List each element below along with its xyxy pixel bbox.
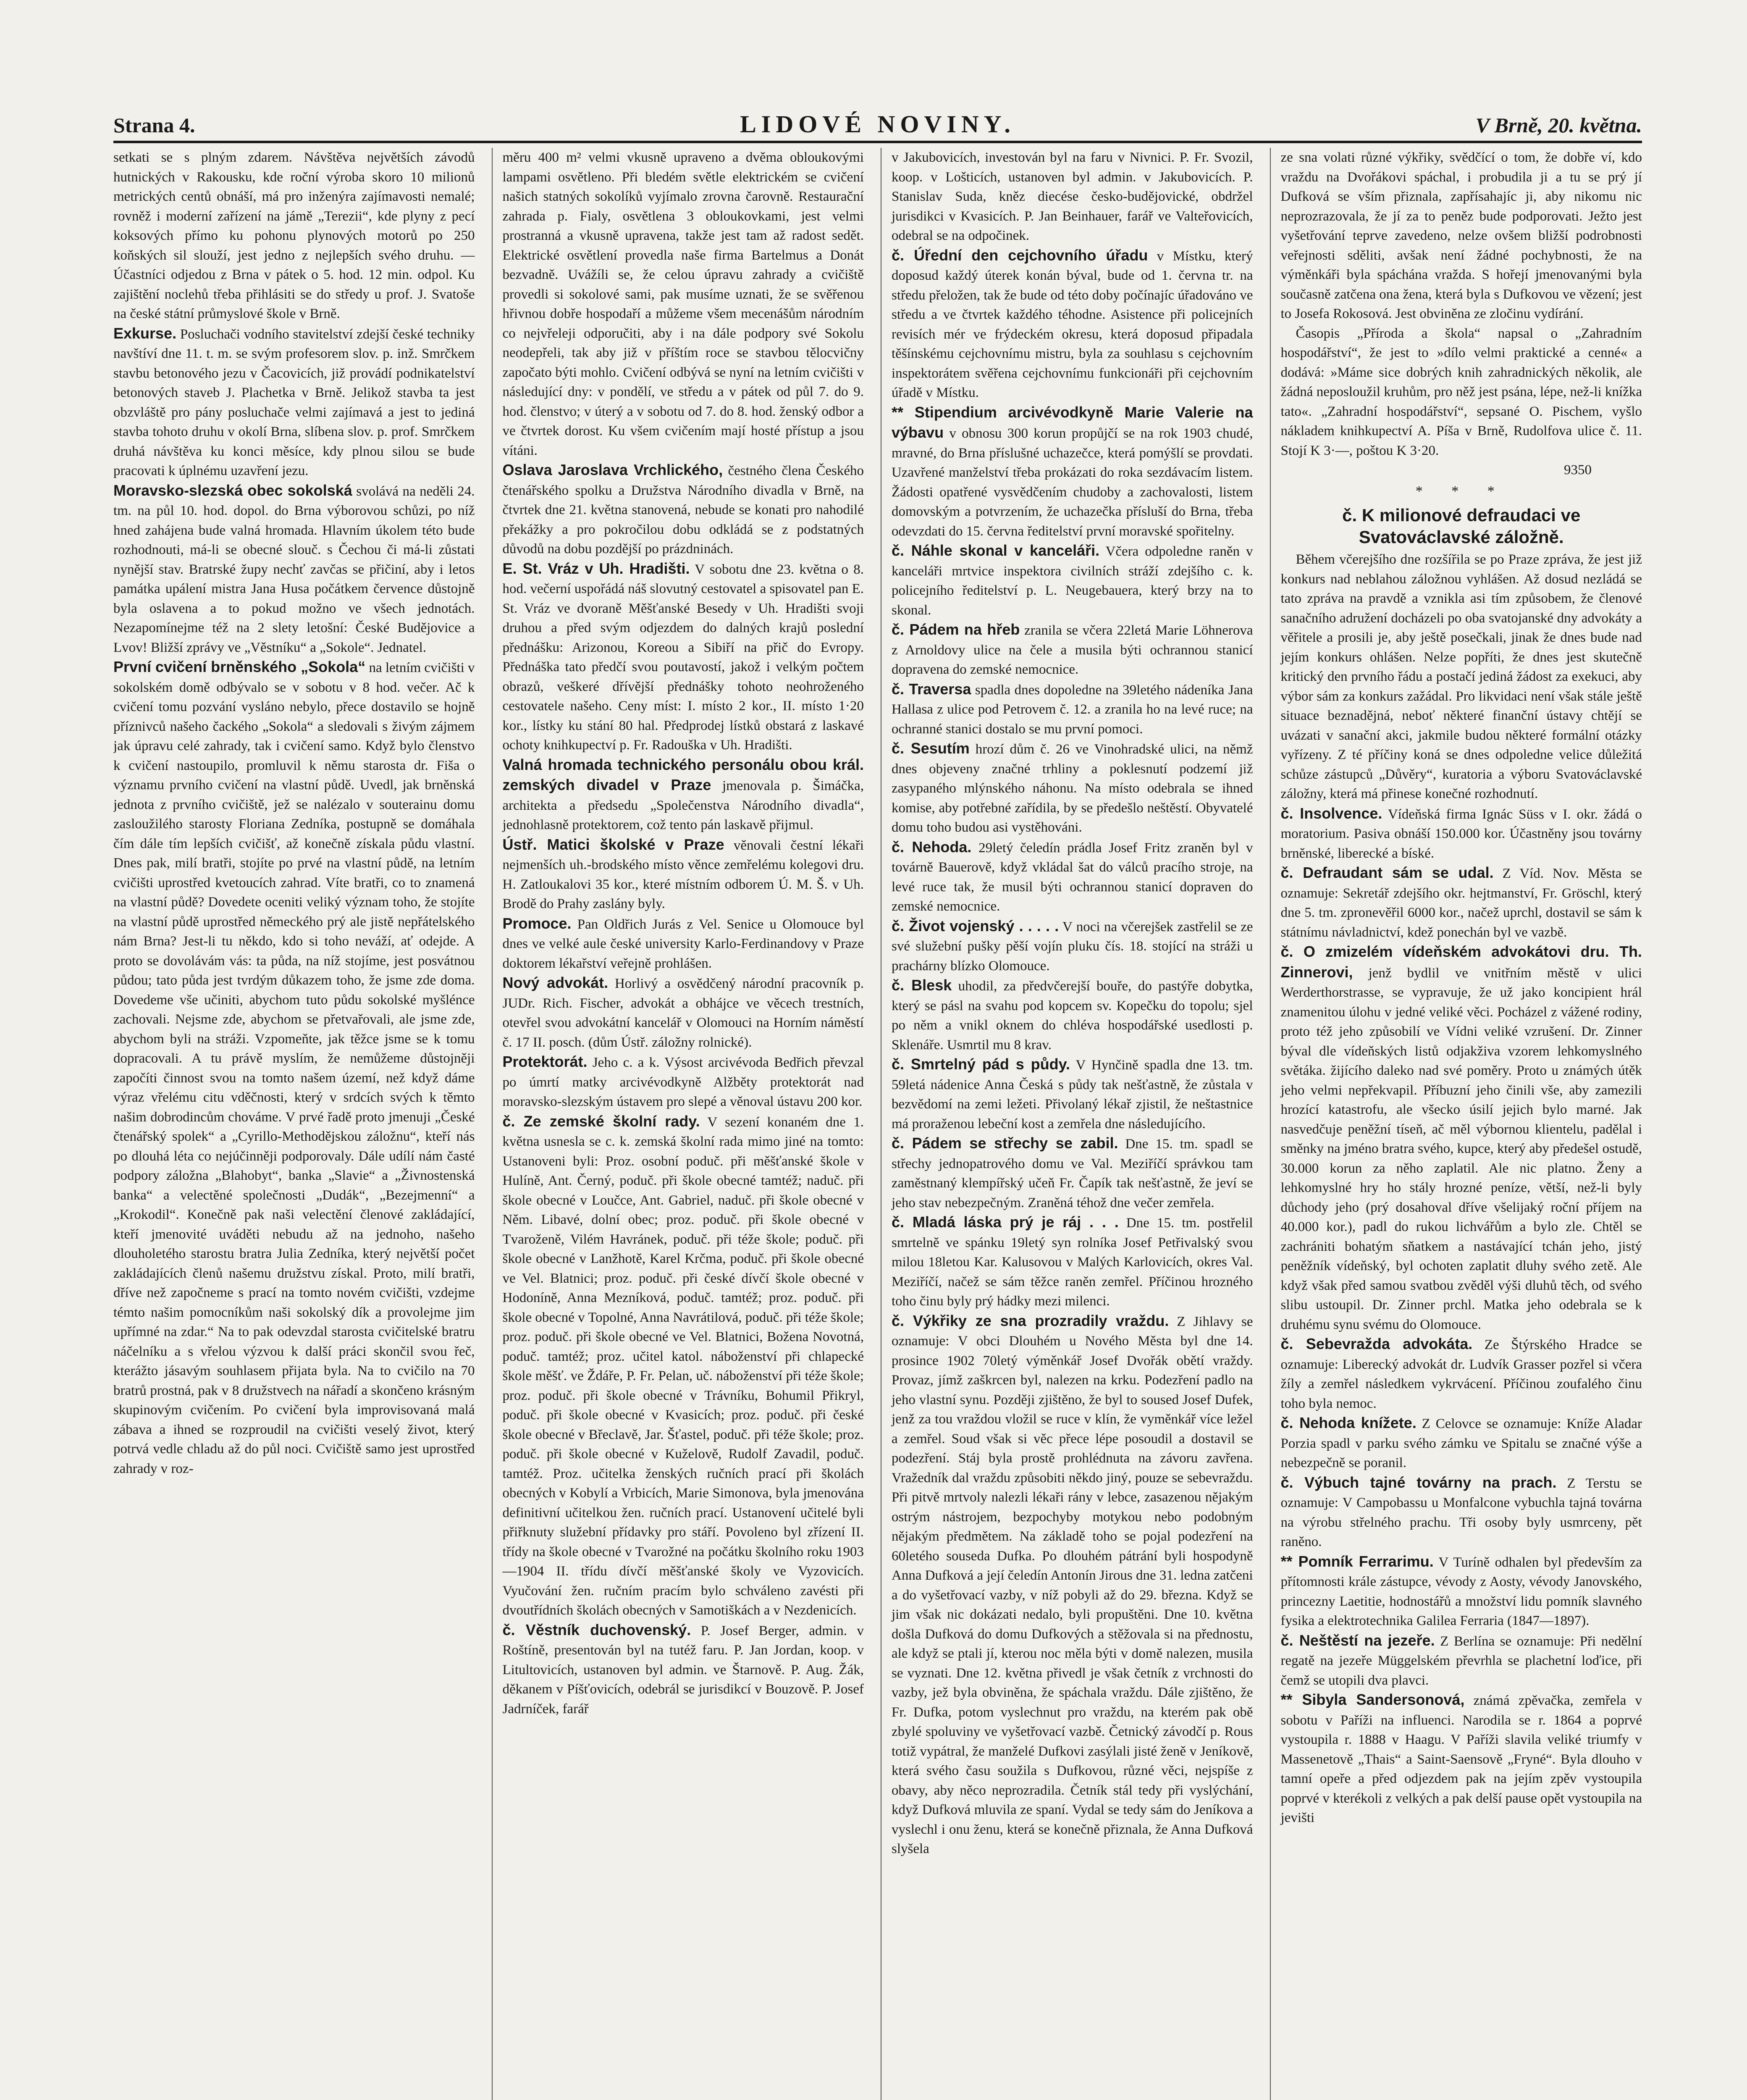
article-text: čestného člena Českého čtenářského spolku a Družstva Národního divadla v Brně, na čtvrtek dne 21. května stanovená, nebude se konati pro nahodilé překážky a pro pokročilou dobu odkládá se z podstatných důvodů na dobu pozdější po prázdninách. xyxy=(502,463,864,556)
column-3 xyxy=(881,148,1253,2100)
article-text: V Turíně odhalen byl především za přítomnosti krále zástupce, vévody z Aosty, vévody Janovského, princezny Laetitie, hodnostářů a množství lidu pomník slavného fysika a elektrotechnika Galilea Ferraria (1847—1897). xyxy=(1280,1554,1642,1628)
article-text: v Místku, který doposud každý úterek konán býval, bude od 1. června tr. na středu přeložen, tak že bude od této doby počínajíc úřadováno ve středu a ve čtvrtek každého téhodne. Asistence při policejních revisích mér ve frýdeckém okresu, která doposud připadala těšínskému cejchovnímu mistru, byla za souhlasu s cejchovním inspektorátem svěřena cejchovnímu funkcionáři při cejchovním úřadě v Místku. xyxy=(892,248,1253,400)
article-text: V Hynčině spadla dne 13. tm. 59letá nádenice Anna Česká s půdy tak nešťastně, že zůstala v bezvědomí na zemi ležeti. Přivolaný lékař zjistil, že neštastnice má proraženou lebeční kost a zemřela dne následujícího. xyxy=(892,1058,1253,1131)
page-header xyxy=(113,107,1642,143)
article-heading: Moravsko-slezská obec sokolská xyxy=(113,481,352,499)
article-heading: Ústř. Matici školské v Praze xyxy=(502,835,724,853)
article-heading: č. Mladá láska prý je ráj . . . xyxy=(892,1213,1119,1231)
article-text: Vídeňská firma Ignác Süss v I. okr. žádá o moratorium. Pasiva obnáší 150.000 kor. Účastněny jsou továrny brněnské, liberecké a bíské. xyxy=(1280,806,1642,861)
article-heading: č. Věstník duchovenský. xyxy=(502,1621,691,1638)
advertisement-zahradni-hospodarstvi: Časopis „Příroda a škola“ napsal o „Zahradním hospodářství“, že jest to »dílo velmi praktické a cenné« a dodává: »Máme sice dobrých knih zahradnických několik, ale žádná neposloužil kruhům, pro něž jest psána, lépe, než-li knížka tato«. „Zahradní hospodářství“, sepsané O. Pischem, vyšlo nákladem knihkupectví A. Píša v Brně, Rudolfova ulice č. 11. Stojí K 3·—, poštou K 3·20. xyxy=(1280,326,1642,458)
article-heading: Oslava Jaroslava Vrchlického, xyxy=(502,461,723,478)
article-heading: č. Ze zemské školní rady. xyxy=(502,1112,700,1130)
article-heading: č. Pádem na hřeb xyxy=(892,621,1020,638)
article-heading: ** Pomník Ferrarimu. xyxy=(1280,1552,1434,1570)
article-heading: č. O zmizelém vídeňském advokátovi dru. Th. Zinnerovi, xyxy=(1280,943,1642,981)
article-text: V sezení konaném dne 1. května usnesla se c. k. zemská školní rada mimo jiné na tomto: Ustanoveni byli: Proz. osobní poduč. při měšťanské škole v Hulíně, Ant. Černý, poduč. při škole obecné tamtéž; naduč. při škole obecné v Loučce, Ant. Gabriel, naduč. při škole obecné v Něm. Libavé, dolní obec; proz. poduč. při škole obecné v Tvaroženě, Vilém Havránek, poduč. při téže škole; poduč. při škole obecné v Lanžhotě, Karel Krčma, poduč. při škole obecné ve Vel. Blatnici; proz. poduč. při české dívčí škole obecné v Hodoníně, Anna Mezníková, poduč. tamtéž; proz. poduč. při škole obecné v Topolné, Anna Navrátilová, poduč. při téže škole; proz. poduč. při škole obecné ve Vel. Blatnici, Božena Novotná, poduč. tamtéž; proz. učitel katol. náboženství při chlapecké škole měšť. ve Ždáře, P. Fr. Pelan, uč. náboženství při téže škole; proz. poduč. při škole obecné v Trávníku, Bohumil Přikryl, poduč. při škole obecné v Kvasicích; proz. poduč. při české škole obecné v Břeclavě, Jar. Šťastel, poduč. při téže škole; proz. poduč. při škole obecné v Kuželově, Rudolf Zavadil, poduč. tamtéž. Proz. učitelka ženských ručních prací při školách obecných v Kobylí a Vrbicích, Marie Simonova, byla jmenována definitivní učitelkou žen. ručních prací. Ustanovení učitelé byli přiřknuty služební přídavky pro stáří. Povoleno byl zřízení II. třídy na škole obecné v Tvarožné na počátku školního roku 1903—1904 II. třídu dívčí měšťanské školy ve Vyzovicích. Vyučování žen. ručním pracím bylo schváleno zavésti při dvoutřídních školách obecných v Samotiškách a v Nezdenicích. xyxy=(502,1114,864,1618)
article-text: Horlivý a osvědčený národní pracovník p. JUDr. Rich. Fischer, advokát a obhájce ve věcech trestních, otevřel svou advokátní kancelář v Olomouci na Horním náměstí č. 17 II. posch. (dům Ústř. záložny rolnické). xyxy=(502,976,864,1050)
article-heading: č. Život vojenský . . . . . xyxy=(892,917,1059,934)
article-heading: č. Sebevražda advokáta. xyxy=(1280,1335,1473,1352)
article-text: věnovali čestní lékaři nejmenších uh.-brodského místo věnce zemřelému kolegovi dru. H. Zatloukalovi 35 kor., které místním odborem Ú. M. Š. v Uh. Brodě do Prahy zaslány byly. xyxy=(502,837,864,911)
article-continuation: setkati se s plným zdarem. Návštěva největších závodů hutnických v Rakousku, kde roční výroba skoro 10 milionů metrických centů obnáší, má pro inženýra zajímavosti nemalé; rovněž i moderní zařízení na jámě „Terezii“, kde plyny z pecí koksových přímo ku pohonu plynových motorů po 250 koňských sil slouží, jest jedno z nejlepších svého druhu. — Účastníci odjedou z Brna v pátek o 5. hod. 12 min. odpol. Ku zajištění noclehů třeba přihlásiti se do středy u prof. J. Svatoše na české státní průmyslové škole v Brně. xyxy=(113,150,475,321)
article-text: zranila se včera 22letá Marie Löhnerova z Arnoldovy ulice na čele a musila býti ochrannou stanicí dopravena do zemské nemocnice. xyxy=(892,623,1253,677)
article-text: známá zpěvačka, zemřela v sobotu v Paříži na influenci. Narodila se r. 1864 a poprvé vystoupila r. 1888 v Haagu. V Paříži slavila veliké triumfy v Massenetově „Thais“ a Saint-Saensově „Fryné“. Byla dlouho v tamní opeře a před odjezdem pak na jejím zpěv vystoupila poprvé v kterékoli z velkých a pak delší pause opět vystoupila na jevišti xyxy=(1280,1693,1642,1825)
issue-date: V Brně, 20. května. xyxy=(1475,113,1642,137)
article-text: V noci na včerejšek zastřelil se ze své služební pušky pěší vojín pluku čís. 18. stojící na stráži u prachárny blízko Olomouce. xyxy=(892,919,1253,974)
article-text: jmenovala p. Šimáčka, architekta a předsedu „Společenstva Národního divadla“, jednohlasně protektorem, což tento pán laskavě přijmul. xyxy=(502,778,864,832)
article-heading: Exkurse. xyxy=(113,324,177,342)
advertisement-number: 9350 xyxy=(1564,462,1592,478)
article-text: uhodil, za předvčerejší bouře, do pastýře dobytka, který se pásl na svahu pod kopcem sv. Kopečku do topolu; sjel po něm a vnikl oknem do chléva hospodářské usedlosti p. Sklenáře. Usmrtil mu 8 krav. xyxy=(892,979,1253,1053)
article-heading: č. Nehoda. xyxy=(892,838,972,856)
article-text: Z Terstu se oznamuje: V Campobassu u Monfalcone vybuchla tajná továrna na výrobu střelného prachu. Tři osoby byly usmrceny, pět raněno. xyxy=(1280,1475,1642,1549)
article-text: Dne 15. tm. postřelil smrtelně ve spánku 19letý syn rolníka Josef Petřivalský svou milou 18letou Kar. Kalusovou v Malých Karlovicích, okres Val. Meziříčí, načež se sám těžce raněn zemřel. Příčinou hrozného toho činu byly prý hádky mezi milenci. xyxy=(892,1215,1253,1309)
article-heading: č. Nehoda knížete. xyxy=(1280,1414,1416,1431)
article-text: Dne 15. tm. spadl se střechy jednopatrového domu ve Val. Meziříčí správkou tam zaměstnaný klempířský učeň Fr. Čapík tak nešťastně, že jeví se jeho stav nebezpečným. Zraněná téhož dne večer zemřela. xyxy=(892,1137,1253,1210)
article-heading: č. Neštěstí na jezeře. xyxy=(1280,1631,1435,1649)
article-heading: ** Stipendium arcivévodkyně Marie Valerie na výbavu xyxy=(892,403,1253,441)
column-4 xyxy=(1270,148,1642,2100)
article-text: Z Jihlavy se oznamuje: V obci Dlouhém u Nového Města byl dne 14. prosince 1902 70letý výměnkář Josef Dvořák obětí vraždy. Provaz, jímž zaškrcen byl, nalezen na krku. Podezření padlo na jeho vlastní synu. Později zjištěno, že byl to soused Josef Dufek, jenž za tou vraždou vložil se ruce v klín, že vyměnkář více ležel a zemřel. Soud však si věc přece lépe posoudil a dostavil se podezření. Stáj byla prostě prohlédnuta na závoru zavřena. Vražedník dal vraždu způsobiti někdo jiný, pouze se sebevraždu. Při pitvě mrtvoly nalezli lékaři rány v lebce, zasazenou nějakým ostrým nástrojem, bezpochyby motykou nebo podobným nějakým předmětem. Na základě toho se pojal podezření na 60letého souseda Dufka. Po dlouhém pátrání byli hospodyně Anna Dufková a její čeledín Antonín Jirous dne 31. ledna zatčeni a do vyšetřovací vazby, v níž pobyli až do 29. března. Když se jim však nic dokázati nedalo, byli propuštěni. Dne 10. května došla Dufková do domu Dufkových a stěžovala si na přednostu, ale když se ptali jí, kterou noc měla býti v domě nalezen, musila se vyznati. Dne 12. května přivedl je však četník z vrchnosti do vazby, jež byla obviněna, že spáchala vraždu. Dále zjištěno, že Fr. Dufka, potom vyslechnut pro vraždu, na kterém pak obě zbylé spoluviny ve vyšetřovací vazbě. Četnický závodčí p. Rous totiž vypátral, že manželé Dufkovi zasýlali jisté ženě v Jeníkově, která svého času soužila s Dufkovou, různé věci, nejspíše z obavy, aby něco neprozradila. Četník stál tedy při vyslýchání, když Dufková mluvila ze spaní. Vydal se tedy sám do Jeníkova a vyslechl i onu ženu, která se konečně přiznala, že Anna Dufková slyšela xyxy=(892,1314,1253,1856)
page-number: Strana 4. xyxy=(113,113,195,137)
article-text: jenž bydlil ve vnitřním městě v ulici Werderthorstrasse, se vypravuje, že už jako koncipient hrál znamenitou úlohu v jedné veliké věci. Pocházel z vážené rodiny, proto též jeho způsobilí ve Vídni veliké vzrušení. Dr. Zinner býval dle vídeňských listů odjakživa vzorem lehkomyslného světáka. žijícího daleko nad své poměry. Proto u známých útěk jeho velmi nepřekvapil. Příbuzní jeho činili vše, aby zamezili hrozící katastrofu, ale všecko úsilí jejich bylo marné. Jak nasvedčuje peněžní tíseň, ač měl výbornou klientelu, padělal i směnky na jméno bratra svého, kupce, který aby předešel ostudě, 30.000 korun za něho zaplatil. Ale nic platno. Ženy a lehkomyslné hry ho stály hrozné peníze, větší, než-li byly důchody jeho (prý dosahoval dříve všelijaký roční příjem na 40.000 kor.), padl do rukou lichvářům a bylo zle. Chtěl se zachrániti bohatým sňatkem a nastávající tchán jeho, jistý peněžník vídeňský, byl ochoten zaplatit dluhy svého zetě. Ale když však před samou svatbou zvěděl výši dluhů těch, od svého slibu ustoupil. Dr. Zinner prchl. Matka jeho odebrala se k druhému synu svému do Olomouce. xyxy=(1280,965,1642,1332)
article-continuation: v Jakubovicích, investován byl na faru v Nivnici. P. Fr. Svozil, koop. v Lošticích, ustanoven byl admin. v Jakubovicích. P. Stanislav Suda, kněz diecése česko-budějovické, obdržel jurisdikci v Kvasicích. P. Jan Beinhauer, farář ve Valteřovicích, odebral se na odpočinek. xyxy=(892,150,1253,243)
article-heading: č. Insolvence. xyxy=(1280,804,1382,822)
article-text: Pan Oldřich Jurás z Vel. Senice u Olomouce byl dnes ve velké aule české university Karlo-Ferdinandovy v Praze doktorem lékařství veřejně prohlášen. xyxy=(502,916,864,971)
article-text: Ze Štýrského Hradce se oznamuje: Liberecký advokát dr. Ludvík Grasser pozřel si včera žíly a zemřel následkem vykrvácení. Příčinou zoufalého činu toho byla nemoc. xyxy=(1280,1337,1642,1411)
article-heading: č. Traversa xyxy=(892,680,971,698)
article-text: Včera odpoledne raněn v kanceláři mrtvice inspektora civilních stráží zdejšího c. k. policejního ředitelství p. L. Neugebauera, který brzy na to skonal. xyxy=(892,544,1253,618)
article-text: Z Berlína se oznamuje: Při nedělní regatě na jezeře Müggelském převrhla se plachetní loďice, při čemž se utopili dva plavci. xyxy=(1280,1633,1642,1688)
article-heading: č. Úřední den cejchovního úřadu xyxy=(892,246,1148,264)
article-heading: Nový advokát. xyxy=(502,974,609,991)
article-text: v obnosu 300 korun propůjčí se na rok 1903 chudé, mravné, do Brna příslušné uchazečce, která pomýšlí se provdati. Uzavřené manželství třeba prokázati do roka sezdávacím listem. Žádosti opatřené vysvědčením chudoby a zachovalosti, listem domovským a potvrzením, že uchazečka přísluší do Brna, třeba odevzdati do 15. června ředitelství první moravské spořitelny. xyxy=(892,426,1253,539)
article-text: Posluchači vodního stavitelství zdejší české techniky navštíví dne 11. t. m. se svým profesorem slov. p. inž. Smrčkem stavbu betonového jezu v Čacovicích, již provádí podnikatelství betonových staveb J. Plachetka v Brně. Jelikož stavba ta jest obzvláště pro pány posluchače velmi zajímavá a jest to jediná stavba tohoto druhu v okolí Brna, slíbena slov. p. prof. Smrčkem druhá návštěva ku konci měsíce, kdy plnou silou se bude pracovati k úplnému uzavření jezu. xyxy=(113,326,475,478)
article-text: 29letý čeledín prádla Josef Fritz zraněn byl v továrně Bauerově, když vkládal šat do válců pracího stroje, na levé ruce tak, že musil býti ochrannou stanicí dopraven do zemské nemocnice. xyxy=(892,840,1253,914)
article-heading: č. Blesk xyxy=(892,976,952,994)
article-heading: Promoce. xyxy=(502,914,572,932)
article-text: spadla dnes dopoledne na 39letého nádeníka Jana Hallasa z ulice pod Petrovem č. 12. a zranila ho na levé ruce; na ochranné stanici dostalo se mu první pomoci. xyxy=(892,682,1253,737)
article-heading: č. Náhle skonal v kanceláři. xyxy=(892,542,1100,559)
column-1 xyxy=(113,148,475,2100)
article-heading: Valná hromada technického personálu obou král. zemských divadel v Praze xyxy=(502,756,864,793)
article-continuation: měru 400 m² velmi vkusně upraveno a dvěma obloukovými lampami osvětleno. Při bledém světle elektrickém se cvičení našich statných sokolíků vyjímalo zrovna čarovně. Restaurační zahrada p. Fialy, osvětlena 3 obloukovkami, jest velmi prostranná a vkusně upravena, takže jest tam až radost sedět. Elektrické osvětlení provedla naše firma Bartelmus a Donát bezvadně. Uvážíli se, že celou úpravu zahrady a cvičiště provedli si sokolové sami, pak musíme uznati, že se svěřenou hřivnou dobře hospodaří a můžeme všem mecenášům národním co nejvřeleji odporučiti, aby i na dále podpory své Sokolu neodepřeli, tak aby již v příštím roce se stavbou tělocvičny započato býti mohlo. Cvičení odbývá se nyní na letním cvičišti v následující dny: v pondělí, ve středu a v pátek od půl 7. do 9. hod. členstvo; v úterý a v sobotu od 7. do 8. hod. ženský odbor a ve čtvrtek dorost. Ku všem cvičením mají hosté přístup a jsou vítáni. xyxy=(502,150,864,458)
article-heading: č. Výbuch tajné továrny na prach. xyxy=(1280,1473,1557,1491)
article-columns xyxy=(113,148,1642,2100)
article-text: V sobotu dne 23. května o 8. hod. večerní uspořádá náš slovutný cestovatel a spisovatel pan E. St. Vráz ve dvoraně Měšťanské Besedy v Uh. Hradišti svoji druhou a před svým odjezdem do dalných krajů poslední přednášku: Arizonou, Koreou a Sibiří na přič do Evropy. Přednáška tato předčí svou poutavostí, jakož i velkým počtem obrazů, veškeré dřívější přednášky tohoto neohroženého cestovatele našeho. Ceny míst: I. místo 2 kor., II. místo 1·20 kor., lístky ku stání 80 hal. Předprodej lístků obstará z laskavé ochoty knihkupectví p. Fr. Radouška v Uh. Hradišti. xyxy=(502,562,864,753)
article-heading: č. Sesutím xyxy=(892,740,970,757)
section-heading-defraudace: č. K milionové defraudaci ve Svatováclavské záložně. xyxy=(1342,505,1581,547)
article-heading: č. Smrtelný pád s půdy. xyxy=(892,1055,1070,1073)
article-heading: Protektorát. xyxy=(502,1053,588,1070)
article-heading: č. Výkřiky ze sna prozradily vraždu. xyxy=(892,1312,1169,1329)
article-heading: První cvičení brněnského „Sokola“ xyxy=(113,658,366,675)
article-text: Z Celovce se oznamuje: Kníže Aladar Porzia spadl v parku svého zámku ve Spitalu se značné výše a nebezpečně se poranil. xyxy=(1280,1416,1642,1470)
article-text: Jeho c. a k. Výsost arcivévoda Bedřich převzal po úmrtí matky arcivévodkyně Alžběty protektorát nad moravsko-slezským ústavem pro slepé a věnoval ústavu 200 kor. xyxy=(502,1055,864,1109)
newspaper-title: LIDOVÉ NOVINY. xyxy=(740,110,1015,138)
article-defraudace: Během včerejšího dne rozšířila se po Praze zpráva, že jest již konkurs nad neblahou záložnou vyhlášen. Až dosud nezládá se tato zpráva na pravdě a vznikla asi tím způsobem, že členové sanačního adružení docházeli po oba svatojanské dny advokáty a věřitele a prosili je, aby ještě posečkali, jinak že dnes bude nad jejím konkurs ohlášen. Nelze popříti, že dnes jest skutečně kritický den prvního řádu a postačí jediná žádost za exekuci, aby výbor sám za konkurs zažádal. Pro likvidaci není však stále ještě situace beznadějná, neboť některé finanční ústavy chtějí se uvázati v sanační akci, jakmile budou některé formální otázky vyřízeny. Z té příčiny koná se dnes odpoledne velice důležitá schůze zástupců „Důvěry“, kuratoria a výboru Svatováclavské záložny, která má přinese konečné rozhodnutí. xyxy=(1280,552,1642,801)
article-text: svolává na neděli 24. tm. na půl 10. hod. dopol. do Brna výborovou schůzi, po níž hned zahájena bude valná hromada. Hlavním úkolem této bude rozhodnouti, má-li se obecné slouč. s Čechou či má-li zůstati nynější stav. Bratrské župy nechť zavčas se přičiní, aby i letos památka upálení mistra Jana Husa počátkem července důstojně byla oslavena a to pokud možno ve všech jednotách. Nezapomínejme též na 2 slety letošní: České Budějovice a Lvov! Bližší zprávy ve „Věstníku“ a „Sokole“. Jednatel. xyxy=(113,483,475,655)
article-heading: č. Defraudant sám se udal. xyxy=(1280,864,1494,881)
column-2 xyxy=(492,148,864,2100)
article-text: P. Josef Berger, admin. v Roštíně, presentován byl na tutéž faru. P. Jan Jordan, koop. v Litultovicích, ustanoven byl admin. ve Štarnově. P. Aug. Žák, děkanem v Píšťovicích, odebrál se jurisdikcí v Bouzově. P. Josef Jadrníček, farář xyxy=(502,1623,864,1717)
section-divider: * * * xyxy=(1415,483,1507,499)
article-text: Z Víd. Nov. Města se oznamuje: Sekretář zdejšího okr. hejtmanství, Fr. Gröschl, který dne 5. tm. zpronevěřil 6000 kor., načež uprchl, dostavil se sám k státnímu návladnictví, kdež ponechán byl ve vazbě. xyxy=(1280,866,1642,940)
article-heading: ** Sibyla Sandersonová, xyxy=(1280,1691,1465,1708)
article-heading: E. St. Vráz v Uh. Hradišti. xyxy=(502,559,690,577)
article-text: hrozí dům č. 26 ve Vinohradské ulici, na němž dnes objeveny značné trhliny a poklesnutí podzemí již zasypaného mlýnského náhonu. Na místo odebrala se ihned komise, aby potřebné zařídila, by se předešlo neštěstí. Obyvatelé domu toho budou asi vystěhováni. xyxy=(892,742,1253,835)
article-heading: č. Pádem se střechy se zabil. xyxy=(892,1134,1118,1152)
article-text: na letním cvičišti v sokolském domě odbývalo se v sobotu v 8 hod. večer. Ač k cvičení tomu pozvání vysláno nebylo, přece dostavilo se hojně příznivců našeho čackého „Sokola“ a sledovali s živým zájmem jak úpravu celé zahrady, tak i cvičení samo. Když bylo členstvo k cvičení nastoupilo, promluvil k němu starosta dr. Fiša o významu prvního cvičení na vlastní půdě. Uvedl, jak brněnská jednota z prvního cvičiště, jež se nalézalo v souterainu domu zasloužilého starosty Floriana Zedníka, postupně se domáhala čím dále tím lepších cvičišť, až konečně získala půdu vlastní. Dnes pak, milí bratři, stojíte po prvé na vlastní půdě, na letním cvičišti uprostřed kvetoucích zahrad. Víte bratři, co to znamená na vlastní půdě? Dovedete oceniti veliký význam toho, že stojíte na vlastní půdě uprostřed německého prý ale jistě nepřátelského nám Brna? Jest-li tu někdo, kdo si toho neváží, ať odejde. A proto se dovolávám vás: ta půda, na níž stojíme, jest posvátnou půdou; tato půda jest tvrdým důkazem toho, že jsme zde doma. Dovedeme vše učiniti, abychom tuto půdu sokolské myšlénce zachovali. Nejsme zde, abychom se přetvařovali, ale jsme zde, abychom byli na stráži. Vzpomeňte, jak těžce jsme se k tomu dopracovali. A tu právě myslím, že nemůžeme důstojněji započíti činnost svou na tomto našem území, než když dáme výraz vřelému citu vděčnosti, který v srdcích svých k těmto našim dobrodincům chováme. V prvé řadě proto jmenuji „České čtenářský spolek“ a „Cyrillo-Methodějskou záložnu“, kteří nás po dlouhá léta co nejúčinněji podporovaly. Dále udílí nám časté podpory záložna „Blahobyt“, banka „Slavie“ a „Živnostenská banka“ a velectěné společnosti „Dudák“, „Bezejmenní“ a „Krokodil“. Konečně pak naši velectění členové zakládající, kteří jmenovité uváděti nebudu až na jednoho, našeho dlouholetého starostu bratra Julia Zedníka, který největší počet zakládajících členů našemu družstvu získal. Proto, milí bratři, dříve než započneme s prací na tomto novém cvičišti, vzdejme témto našim pomocníkům naši sokolský dík a provolejme jim upřímné na zdar.“ Na to pak odevzdal starosta cvičitelské bratru náčelníku a s vřelou výzvou k další práci skončil svou řeč, kterážto jásavým souhlasem přijata byla. Na to cvičilo na 70 bratrů prostná, pak v 8 družstvech na nářadí a skončeno krásným skupinovým cvičením. Po cvičení byla improvisovaná malá zábava a ihned se rozproudil na cvičišti veselý život, který potrvá vedle chladu až do půl noci. Cvičiště samo jest uprostřed zahrady v roz- xyxy=(113,660,475,1476)
article-continuation: ze sna volati různé výkřiky, svědčící o tom, že dobře ví, kdo vraždu na Dvořákovi spáchal, i probudila ji a tu se prý jí Dufková se vším přiznala, zapřísahajíc ji, aby nikomu nic neprozrazovala, že jí za to peněz bude podporovati. Ježto jest vyšetřování teprve zavedeno, nelze ovšem bližší podrobnosti veřejnosti sděliti, avšak není žádné pochybnosti, že na výměnkáři byla spáchána vražda. S hořejí jmenovanými byla současně zatčena ona žena, která byla s Dufkovou ve vězení; jest to Josefa Rokosová. Jest obviněna ze zločinu vydírání. xyxy=(1280,150,1642,321)
